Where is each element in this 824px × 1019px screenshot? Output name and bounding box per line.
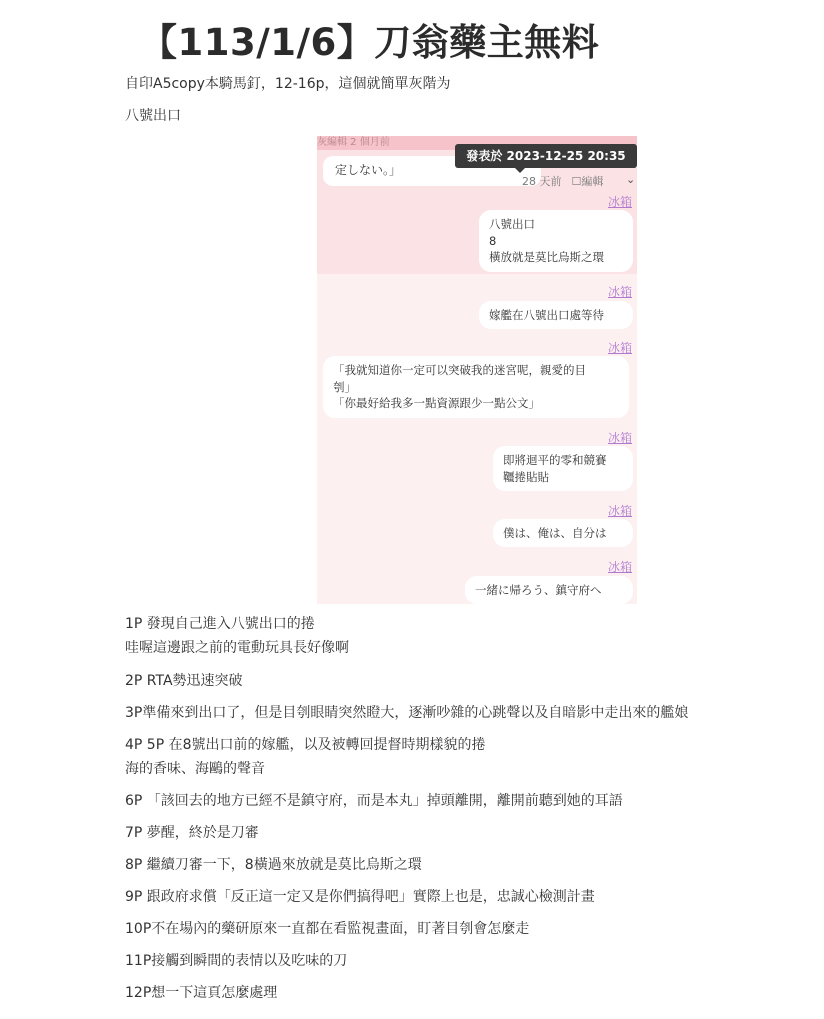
message-line: 嫁艦在八號出口處等待 [489,308,604,322]
intro-paragraph-1: 自印A5copy本騎馬釘，12-16p，這個就簡單灰階为 [125,76,451,92]
page-note-10: 11P接觸到瞬間的表情以及吃味的刀 [125,953,348,969]
message-line: 8 [489,233,497,248]
page-note-1 [125,612,349,660]
message-meta [522,173,636,189]
message-author[interactable]: 冰箱 [607,195,632,209]
page-note-2: 2P RTA勢迅速突破 [125,673,243,689]
message-bubble [465,576,633,604]
message-line: 「我就知道你一定可以突破我的迷宮呢，親愛的目 [333,363,586,377]
page-title: 【113/1/6】刀翁藥主無料 [140,21,600,64]
message-bubble [323,356,629,418]
message-line: 刳」 [333,379,356,394]
page-note-6: 7P 夢醒，終於是刀審 [125,825,259,841]
message-bubble [479,210,633,272]
page-note-8: 9P 跟政府求償「反正這一定又是你們搞得吧」實際上也是，忠誠心檢測計畫 [125,889,595,905]
message-line: 韁捲貼貼 [503,469,549,484]
message-bubble [493,519,633,547]
page-note-11: 12P想一下這頁怎麼處理 [125,985,278,1001]
intro-paragraph-2: 八號出口 [125,108,181,124]
message-author[interactable]: 冰箱 [607,504,632,518]
message-author[interactable]: 冰箱 [607,341,632,355]
message-line: 即將迴平的零和競賽 [503,453,607,467]
page-note-5: 6P 「該回去的地方已經不是鎮守府，而是本丸」掉頭離開，離開前聽到她的耳語 [125,793,623,809]
timestamp-tooltip: 發表於 2023-12-25 20:35 [455,144,637,168]
page-note-4 [125,733,486,781]
faded-header-text: 灰編輯 2 個月前 [317,137,390,148]
page-note-9: 10P不在場內的藥研原來一直都在看監視畫面，盯著目刳會怎麼走 [125,921,530,937]
meta-time: 28 天前 [522,175,562,188]
message-bubble [479,301,633,329]
page-note-3: 3P準備來到出口了，但是目刳眼睛突然瞪大，逐漸吵雜的心跳聲以及自暗影中走出來的艦娘 [125,705,689,721]
page-note-7: 8P 繼續刀審一下，8橫過來放就是莫比烏斯之環 [125,857,422,873]
message-line: 一緒に帰ろう、鎮守府へ [475,583,602,597]
message-line: 僕は、俺は、自分は [503,526,607,540]
chat-screenshot [317,136,637,604]
message-line: 八號出口 [489,217,535,231]
message-bubble [493,446,633,491]
edit-link[interactable]: ☐編輯 [571,175,604,188]
note-line: 海的香味、海鷗的聲音 [125,761,265,777]
first-message-text: 定しない。」 [335,163,402,177]
message-author[interactable]: 冰箱 [607,431,632,445]
message-line: 「你最好給我多一點資源跟少一點公文」 [333,396,540,410]
note-line: 1P 發現自己進入八號出口的捲 [125,616,315,632]
note-line: 哇喔這邊跟之前的電動玩具長好像啊 [125,640,349,656]
chevron-down-icon[interactable]: ⌄ [626,173,636,186]
message-author[interactable]: 冰箱 [607,560,632,574]
note-line: 4P 5P 在8號出口前的嫁艦，以及被轉回提督時期樣貌的捲 [125,737,486,753]
message-line: 橫放就是莫比烏斯之環 [489,250,604,264]
message-author[interactable]: 冰箱 [607,285,632,299]
